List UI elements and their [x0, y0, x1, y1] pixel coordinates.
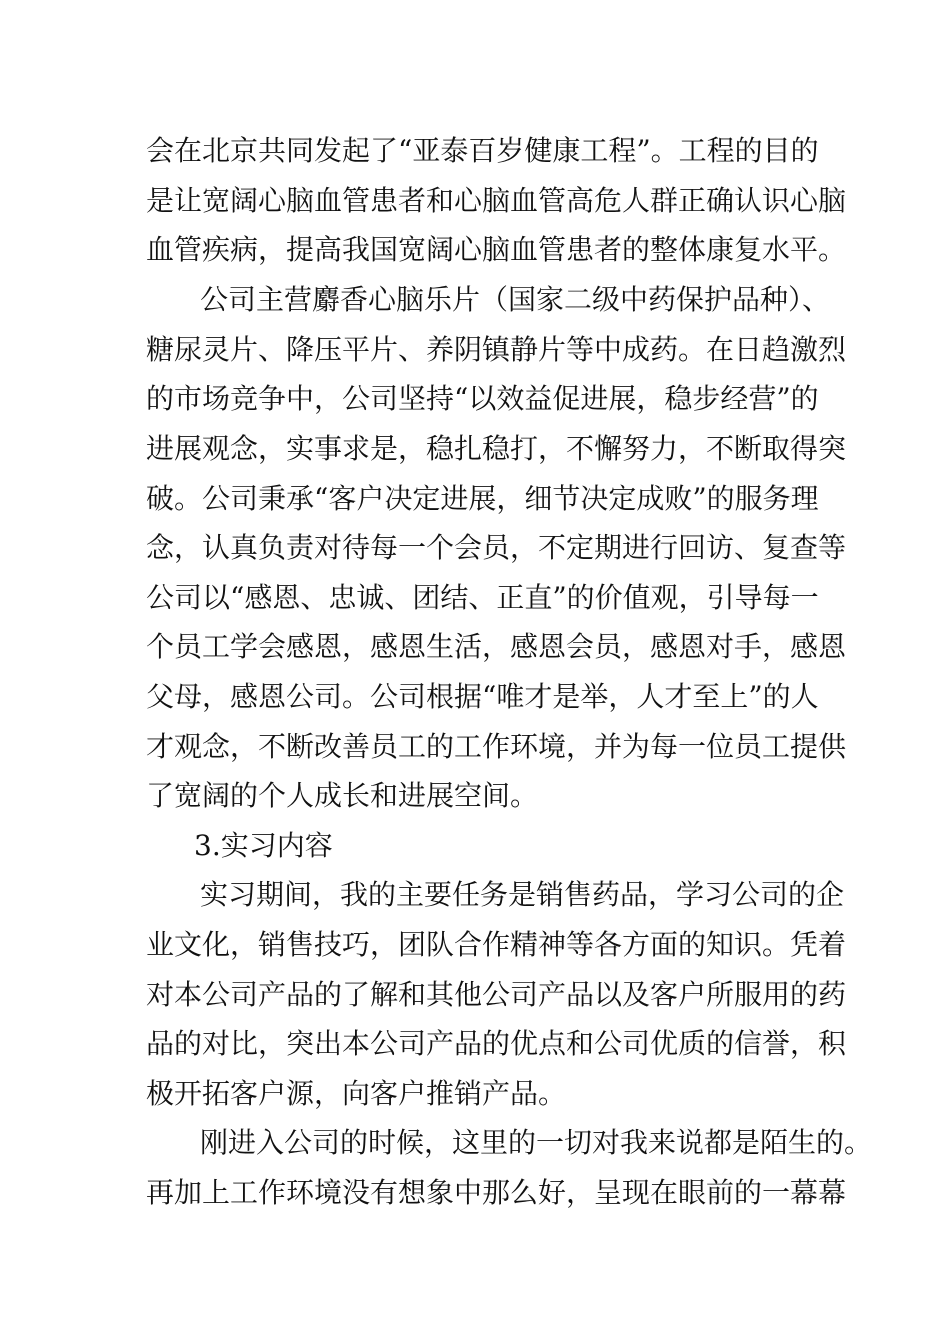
text-line: 刚进入公司的时候，这里的一切对我来说都是陌生的。 — [200, 1126, 873, 1159]
text-line: 极开拓客户源，向客户推销产品。 — [146, 1077, 567, 1110]
text-line: 品的对比，突出本公司产品的优点和公司优质的信誉，积 — [146, 1027, 847, 1060]
text-line: 了宽阔的个人成长和进展空间。 — [146, 779, 539, 812]
text-line: 公司主营麝香心脑乐片（国家二级中药保护品种）、 — [200, 283, 831, 316]
text-line: 再加上工作环境没有想象中那么好，呈现在眼前的一幕幕 — [146, 1176, 847, 1209]
text-line: 父母，感恩公司。公司根据“唯才是举，人才至上”的人 — [146, 680, 819, 713]
text-line: 破。公司秉承“客户决定进展，细节决定成败”的服务理 — [146, 482, 819, 515]
text-line: 才观念，不断改善员工的工作环境，并为每一位员工提供 — [146, 730, 847, 763]
text-line: 血管疾病，提高我国宽阔心脑血管患者的整体康复水平。 — [146, 233, 847, 266]
text-line: 念，认真负责对待每一个会员，不定期进行回访、复查等 — [146, 531, 847, 564]
text-line: 公司以“感恩、忠诚、团结、正直”的价值观，引导每一 — [146, 581, 819, 614]
text-line: 个员工学会感恩，感恩生活，感恩会员，感恩对手，感恩 — [146, 630, 847, 663]
text-line: 糖尿灵片、降压平片、养阴镇静片等中成药。在日趋激烈 — [146, 333, 847, 366]
text-line: 会在北京共同发起了“亚泰百岁健康工程”。工程的目的 — [146, 134, 819, 167]
section-heading: 3.实习内容 — [194, 829, 333, 862]
text-line: 业文化，销售技巧，团队合作精神等各方面的知识。凭着 — [146, 928, 847, 961]
text-line: 实习期间，我的主要任务是销售药品，学习公司的企 — [200, 878, 845, 911]
text-line: 是让宽阔心脑血管患者和心脑血管高危人群正确认识心脑 — [146, 184, 847, 217]
text-line: 对本公司产品的了解和其他公司产品以及客户所服用的药 — [146, 978, 847, 1011]
text-line: 的市场竞争中，公司坚持“以效益促进展，稳步经营”的 — [146, 382, 819, 415]
text-line: 进展观念，实事求是，稳扎稳打，不懈努力，不断取得突 — [146, 432, 847, 465]
